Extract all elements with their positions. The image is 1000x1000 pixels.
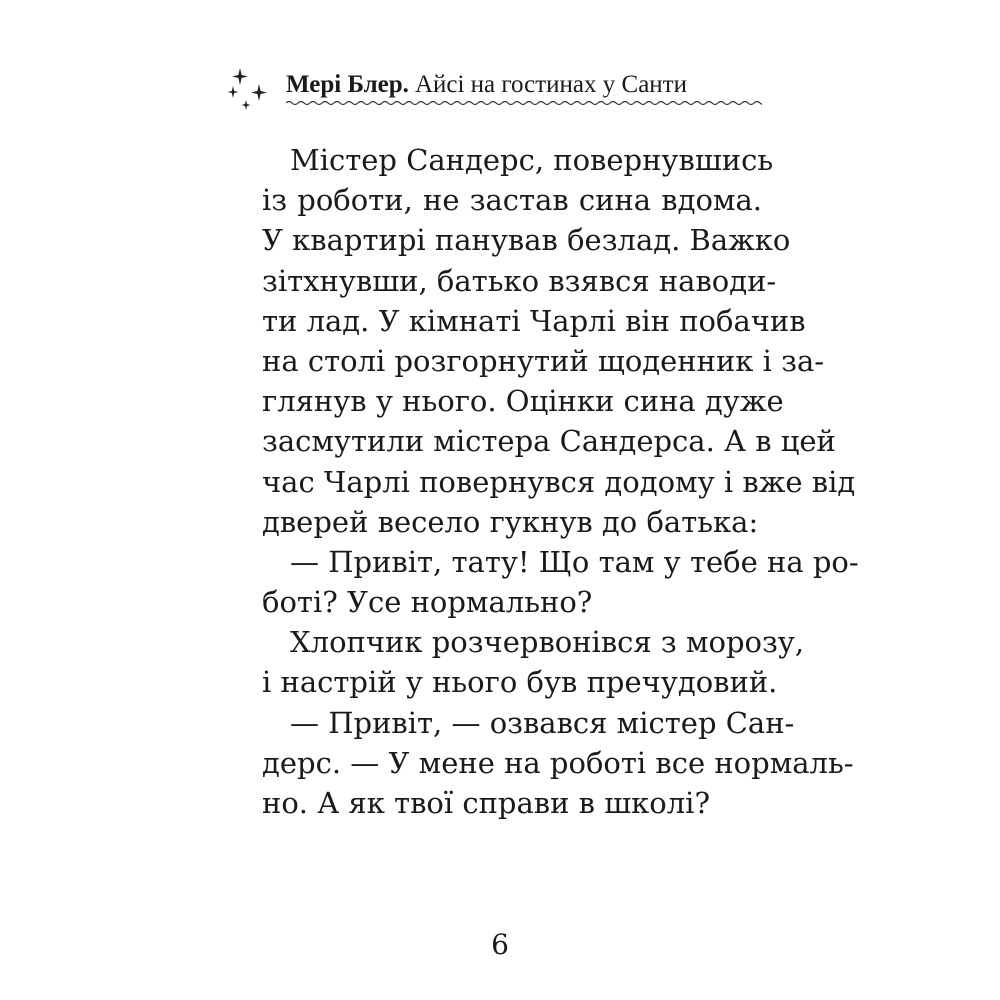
sparkle-stars-icon bbox=[226, 68, 276, 118]
header-title: Айсі на гостинах у Санти bbox=[414, 71, 687, 98]
text-line: ти лад. У кімнаті Чарлі він побачив bbox=[262, 303, 806, 338]
text-line: на столі розгорнутий щоденник і за- bbox=[262, 343, 825, 378]
text-line: — Привіт, тату! Що там у тебе на ро- bbox=[290, 544, 859, 579]
text-line: Містер Сандерс, повернувшись bbox=[290, 143, 774, 177]
text-line: засмутили містера Сандерса. А в цей bbox=[262, 424, 836, 459]
text-line: дерс. — У мене на роботі все нормаль- bbox=[262, 745, 854, 780]
page-number: 6 bbox=[491, 928, 509, 961]
text-line: Хлопчик розчервонівся з морозу, bbox=[290, 625, 805, 660]
body-text bbox=[262, 140, 859, 823]
text-line: із роботи, не застав сина вдома. bbox=[262, 183, 762, 218]
text-line: но. А як твої справи в школі? bbox=[262, 786, 710, 820]
text-line: глянув у нього. Оцінки сина дуже bbox=[262, 384, 784, 419]
wavy-rule bbox=[286, 99, 762, 107]
text-line: боті? Усе нормально? bbox=[262, 585, 593, 620]
header-author: Мері Блер. bbox=[286, 71, 409, 98]
text-line: і настрій у нього був пречудовий. bbox=[262, 665, 778, 700]
text-line: — Привіт, — озвався містер Сан- bbox=[290, 705, 795, 740]
text-line: час Чарлі повернувся додому і вже від bbox=[262, 464, 856, 499]
text-line: У квартирі панував безлад. Важко bbox=[262, 223, 791, 258]
text-line: зітхнувши, батько взявся наводи- bbox=[262, 263, 777, 298]
text-line: дверей весело гукнув до батька: bbox=[262, 504, 759, 539]
